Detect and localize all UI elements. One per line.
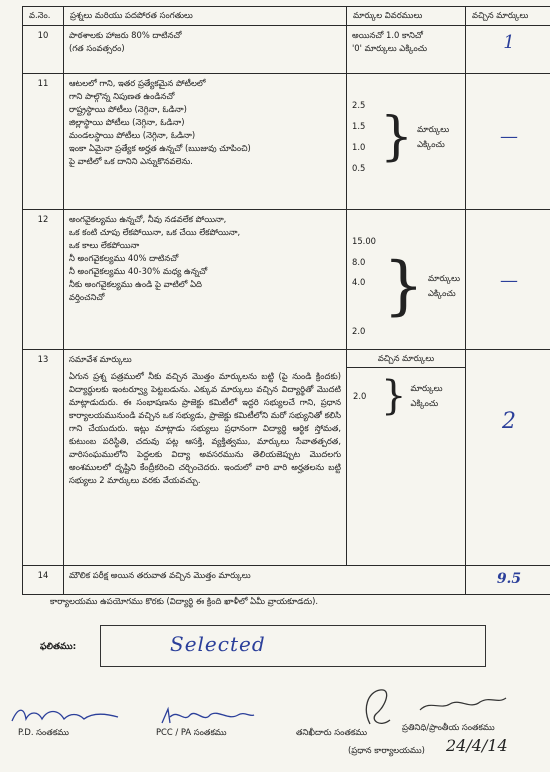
row-14-score: 9.5 <box>496 571 522 587</box>
representative-signature-label: ప్రతినిధి/ప్రాంతీయ సంతకము <box>402 722 495 732</box>
row-12-line-3: ఒక కాలు లేకపోయినా <box>69 240 140 251</box>
row-10-description <box>64 26 347 74</box>
table-row-11 <box>23 74 550 210</box>
marks-table <box>22 6 550 595</box>
row-12-line-2: ఒక కంటి చూపు లేకపోయినా, ఒక చేయి లేకపోయినా, <box>69 227 241 238</box>
row-11-mark-other: 0.5 <box>352 163 366 174</box>
table-header-row <box>23 7 550 26</box>
table-row-13 <box>23 350 550 566</box>
row-12-mark-4: 2.0 <box>352 325 366 336</box>
row-11-line-7: పై వాటిలో ఒక దానిని ఎన్నుకొనవలెను. <box>69 156 193 167</box>
row-13-paragraph: ఏగున ప్రశ్న పత్రములో నీకు వచ్చిన మొత్తం మార్కులను బట్టి (పై నుండి క్రిందకు) విద్యార్థులకు ఇంటర్వ్యూ పెట్టబడును. ఎక్కువ మార్కులు వచ్చిన విద్యార్థితో మొదటి మాట్లాడుదురు. ఈ సంభాషణను ప్రాజెక్టు కమిటీలో ఇద్దరి సభ్యులచే గాని, ప్రధాన కార్యాలయమునుండి వచ్చిన ఒక సభ్యుడు, ప్రాజెక్టు కమిటీలోని మరో సభ్యునితో కలిసి గాని చేయుదురు. ఇట్లు మాట్లాడు సభ్యులు ప్రధానంగా విద్యార్థి ఆర్థిక స్తోమత, కుటుంబ పరిస్థితి, చదువు పట్ల ఆసక్తి, వ్యక్తిత్వము, మార్కులు సేవాతత్పరత, వారిసంఘములోని పెద్దలకు విద్యా అవసరమును తెలియజెప్పుట మొదలగు అంశములలో దృష్టిని కేంద్రీకరించి చర్చించెదరు. ఇందులో వారి వారి అర్హతలను బట్టి సభ్యులు 2 మార్కులు వరకు వేయవచ్చు. <box>69 371 341 486</box>
row-11-brace: } <box>380 107 414 168</box>
row-10-score: 1 <box>503 32 515 53</box>
row-10-marks-line-2: '0' మార్కులు ఎక్కించు <box>352 43 427 54</box>
row-12-mark-3: 4.0 <box>352 277 366 288</box>
row-12-obtained <box>466 210 550 350</box>
row-12-brace: } <box>383 249 424 324</box>
row-11-description <box>64 74 347 210</box>
pd-signature-label: P.D. సంతకము <box>18 727 69 737</box>
table-row-14 <box>23 566 550 595</box>
row-13-obtained <box>466 350 550 566</box>
table-row-10 <box>23 26 550 74</box>
header-questions: ప్రశ్నలు మరియు పదపోరత సంగతులు <box>64 7 347 26</box>
signature-date: 24/4/14 <box>446 736 508 755</box>
pcc-signature-mark <box>158 705 258 727</box>
row-11-mark-state: 2.5 <box>352 100 366 110</box>
result-label: ఫలితము: <box>40 642 77 652</box>
office-use-note: కార్యాలయము ఉపయోగము కొరకు (విద్యార్థి ఈ క్రింది ఖాళీలో ఏమీ వ్రాయకూడదు). <box>50 596 319 606</box>
header-marks-obtained: వచ్చిన మార్కులు <box>466 7 550 26</box>
row-12-line-5: నీ అంగవైకల్యము 40-30% మధ్య ఉన్నచో <box>69 266 208 277</box>
head-office-label: (ప్రధాన కార్యాలయము) <box>348 745 425 755</box>
row-13-marks-heading: వచ్చిన మార్కులు <box>347 350 465 368</box>
row-12-score: — <box>500 270 518 291</box>
row-13-marks <box>347 350 466 566</box>
row-13-description <box>64 350 347 566</box>
header-marks-details: మార్కుల వివరములు <box>347 7 466 26</box>
row-14-line-1: మౌలిక పరీక్ష అయిన తరువాత వచ్చిన మొత్తం మార్కులు <box>69 570 251 580</box>
row-13-title: సమావేశ మార్కులు <box>69 354 132 364</box>
row-12-line-1: అంగవైకల్యము ఉన్నచో, నీవు నడవలేక పోయినా, <box>69 214 227 224</box>
row-11-score: — <box>500 126 518 147</box>
row-13-serial: 13 <box>23 350 64 566</box>
row-12-marks <box>347 210 466 350</box>
row-11-line-1: ఆటలలో గాని, ఇతర ప్రత్యేకమైన పోటీలలో <box>69 78 206 88</box>
row-10-serial: 10 <box>23 26 64 74</box>
row-11-line-2: గాని పాల్గొన్న నిపుణత ఉండినచో <box>69 91 175 102</box>
row-11-marks <box>347 74 466 210</box>
row-11-mark-mandal: 1.0 <box>352 142 366 153</box>
row-12-line-4: నీ అంగవైకల్యము 40% దాటినచో <box>69 253 179 264</box>
table-row-12 <box>23 210 550 350</box>
row-11-mark-district: 1.5 <box>352 121 366 132</box>
row-14-serial: 14 <box>23 566 64 595</box>
row-11-obtained <box>466 74 550 210</box>
row-11-note-1: మార్కులు <box>417 123 450 134</box>
row-10-marks-line-1: అయినచో 1.0 కానిచో <box>352 30 423 40</box>
row-10-line-2: (గత సంవత్సరం) <box>69 43 125 54</box>
row-14-obtained <box>466 566 550 595</box>
row-10-line-1: పాఠశాలకు హాజరు 80% దాటినచో <box>69 30 182 40</box>
row-13-score: 2 <box>502 409 516 434</box>
row-12-mark-1: 15.00 <box>352 236 376 246</box>
row-13-note-2: ఎక్కించు <box>410 398 439 409</box>
row-12-note-2: ఎక్కించు <box>427 288 456 299</box>
pcc-signature-label: PCC / PA సంతకము <box>156 727 227 737</box>
row-11-note-2: ఎక్కించు <box>417 139 445 150</box>
header-serial-no: వ.నెం. <box>23 7 64 26</box>
row-11-line-6: ఇంకా ఏమైనా ప్రత్యేక అర్హత ఉన్నచో (ఋజువు చూపించి) <box>69 143 251 154</box>
row-12-mark-2: 8.0 <box>352 256 366 267</box>
row-11-line-5: మండలస్థాయి పోటీలు (నెగ్గినా, ఓడినా) <box>69 130 196 141</box>
row-11-line-3: రాష్ట్రస్థాయి పోటీలు (నెగ్గినా, ఓడినా) <box>69 104 187 115</box>
pd-signature-mark <box>8 705 128 727</box>
row-13-note-1: మార్కులు <box>410 382 443 393</box>
row-12-serial: 12 <box>23 210 64 350</box>
checker-signature-label: తనిఖీదారు సంతకము <box>296 727 367 737</box>
row-12-line-6: నీకు అంగవైకల్యము ఉండి పై వాటిలో ఏది <box>69 279 202 290</box>
row-14-description <box>64 566 466 595</box>
row-12-note-1: మార్కులు <box>427 273 460 284</box>
row-11-serial: 11 <box>23 74 64 210</box>
row-13-brace: } <box>381 373 407 420</box>
row-13-mark-value: 2.0 <box>353 390 367 401</box>
row-12-line-7: వర్తించనిచో <box>69 292 105 303</box>
row-10-obtained <box>466 26 550 74</box>
result-value: Selected <box>170 632 266 656</box>
row-12-description <box>64 210 347 350</box>
row-10-marks <box>347 26 466 74</box>
result-box <box>100 625 486 667</box>
row-11-line-4: జిల్లాస్థాయి పోటీలు (నెగ్గినా, ఓడినా) <box>69 117 185 128</box>
